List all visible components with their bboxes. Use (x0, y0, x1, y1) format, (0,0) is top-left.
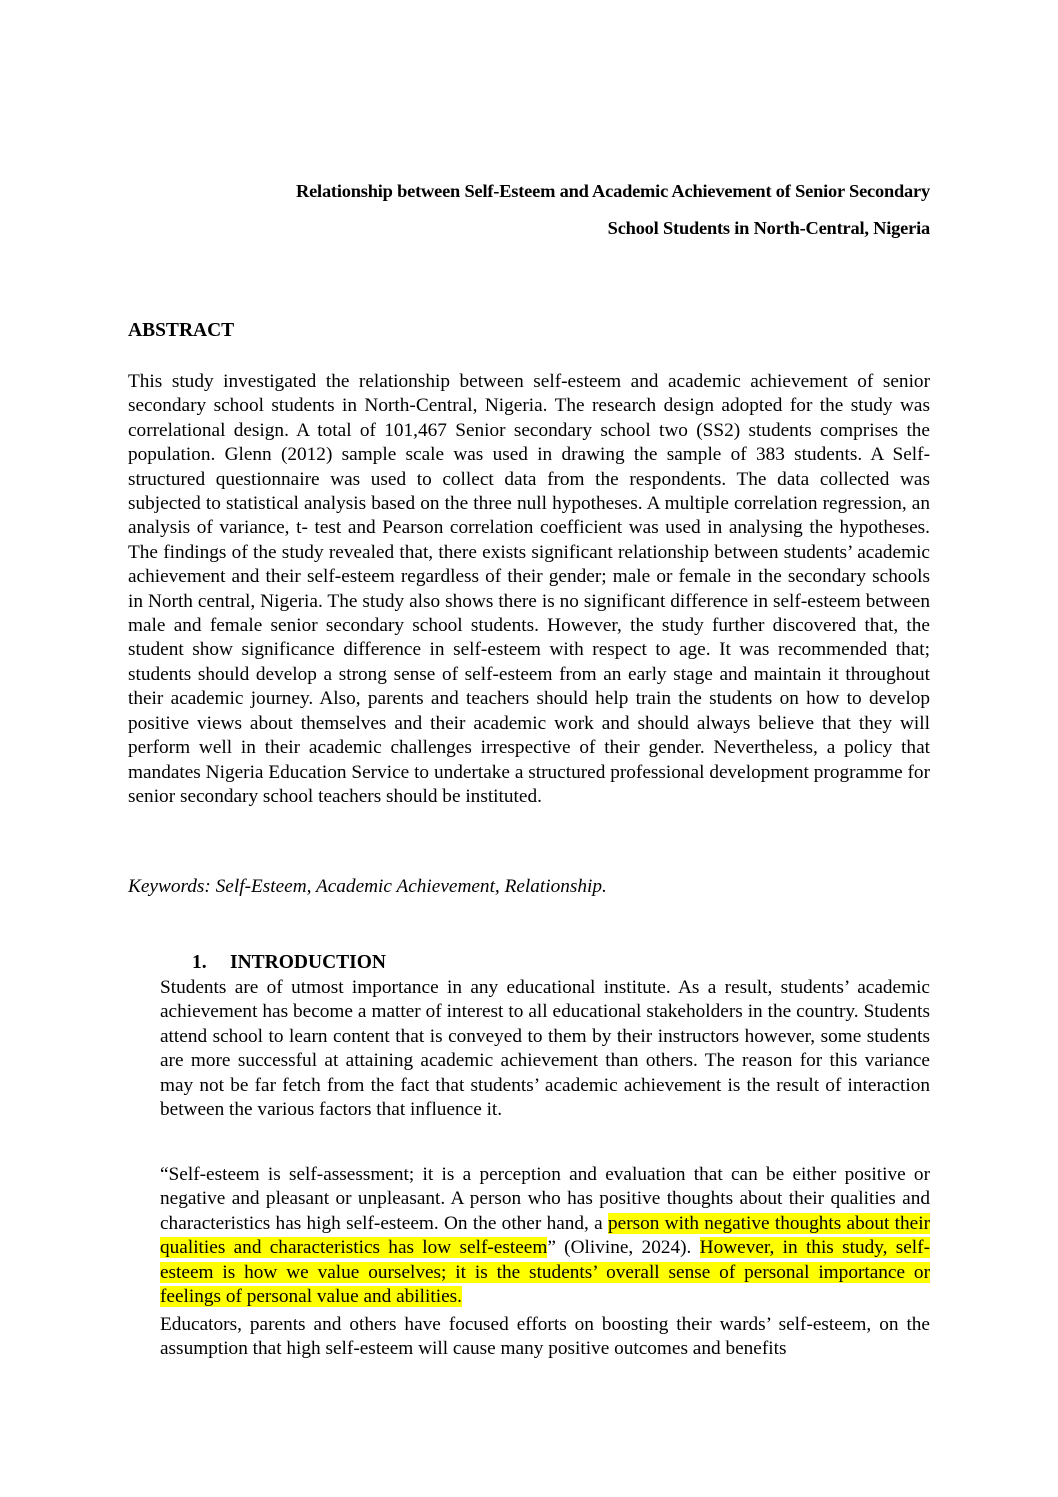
section-number: 1. (192, 952, 207, 973)
abstract-body: This study investigated the relationship between self-esteem and academic achievement of senior secondary school students in North-Central, Nigeria. The research design adopted for the study was correlational design. A total of 101,467 Senior secondary school two (SS2) students comprises the population. Glenn (2012) sample scale was used in drawing the sample of 383 students. A Self-structured questionnaire was used to collect data from the respondents. The data collected was subjected to statistical analysis based on the three null hypotheses. A multiple correlation regression, an analysis of variance, t- test and Pearson correlation coefficient was used in analysing the hypotheses. The findings of the study revealed that, there exists significant relationship between students’ academic achievement and their self-esteem regardless of their gender; male or female in the secondary schools in North central, Nigeria. The study also shows there is no significant difference in self-esteem between male and female senior secondary school students. However, the study further discovered that, the student show significance difference in self-esteem with respect to age. It was recommended that; students should develop a strong sense of self-esteem from an early stage and maintain it throughout their academic journey. Also, parents and teachers should help train the students on how to develop positive views about themselves and their academic work and should always believe that they will perform well in their academic challenges irrespective of their gender. Nevertheless, a policy that mandates Nigeria Education Service to undertake a structured professional development programme for senior secondary school teachers should be instituted. (128, 371, 930, 807)
introduction-paragraph-1: Students are of utmost importance in any educational institute. As a result, students’ academic achievement has become a matter of interest to all educational stakeholders in the country. Students attend school to learn content that is conveyed to them by their instructors however, some students are more successful at attaining academic achievement than others. The reason for this variance may not be far fetch from the fact that students’ academic achievement is the result of interaction between the various factors that influence it. (160, 977, 930, 1121)
introduction-paragraph-2 (160, 1163, 930, 1309)
citation-text: ” (Olivine, 2024). (547, 1237, 700, 1259)
paper-title-line-1: Relationship between Self-Esteem and Academic Achievement of Senior Secondary (295, 181, 930, 201)
section-title: INTRODUCTION (230, 952, 387, 973)
abstract-heading: ABSTRACT (128, 320, 235, 341)
keywords: Keywords: Self-Esteem, Academic Achievement, Relationship. (128, 876, 607, 897)
highlighted-text-2: However, in this study, self-esteem is how we value ourselves; it is the students’ overall sense of personal importance or feelings of personal value and abilities. (160, 1237, 931, 1308)
highlighted-text-1: person with negative thoughts about their qualities and characteristics has low self-esteem (160, 1212, 930, 1259)
paper-title-line-2: School Students in North-Central, Nigeria (607, 218, 930, 238)
quote-text: “Self-esteem is self-assessment; it is a perception and evaluation that can be either positive or negative and pleasant or unpleasant. A person who has positive thoughts about their qualities and characteristics has high self-esteem. On the other hand, a (160, 1164, 930, 1234)
introduction-heading (192, 952, 386, 974)
introduction-paragraph-3: Educators, parents and others have focused efforts on boosting their wards’ self-esteem, on the assumption that high self-esteem will cause many positive outcomes and benefits (160, 1314, 930, 1360)
